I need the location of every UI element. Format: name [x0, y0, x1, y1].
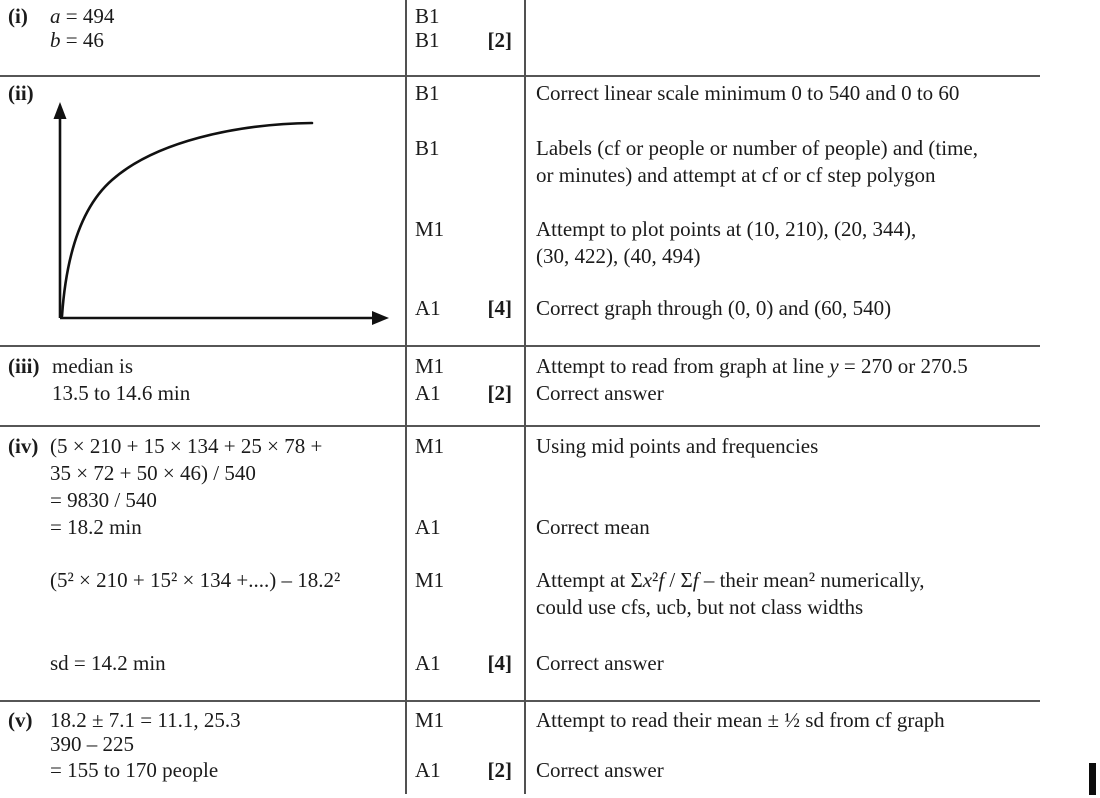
guidance-line: Attempt at Σx²f / Σf – their mean² numerically,: [536, 568, 925, 592]
guidance-line: (30, 422), (40, 494): [536, 244, 701, 268]
guidance-line: Using mid points and frequencies: [536, 434, 819, 458]
mark-code: B1: [415, 4, 440, 28]
x-axis-arrow-icon: [372, 311, 389, 325]
mark-code: A1: [415, 651, 441, 675]
guidance-line: or minutes) and attempt at cf or cf step polygon: [536, 163, 936, 187]
mark-total: [4]: [487, 651, 512, 675]
column-divider: [405, 0, 407, 794]
mark-total: [2]: [487, 28, 512, 52]
guidance-line: Correct answer: [536, 381, 664, 405]
guidance-line: Attempt to read from graph at line y = 270 or 270.5: [536, 354, 968, 378]
work-line: (5² × 210 + 15² × 134 +....) – 18.2²: [50, 568, 341, 592]
part-label: (v): [8, 708, 33, 732]
column-divider: [524, 0, 526, 794]
mark-total: [2]: [487, 758, 512, 782]
work-line: (5 × 210 + 15 × 134 + 25 × 78 +: [50, 434, 323, 458]
mark-code: A1: [415, 296, 441, 320]
work-line: 390 – 225: [50, 732, 134, 756]
mark-code: M1: [415, 354, 445, 378]
guidance-line: Correct graph through (0, 0) and (60, 540): [536, 296, 892, 320]
work-line: 35 × 72 + 50 × 46) / 540: [50, 461, 256, 485]
work-line: = 155 to 170 people: [50, 758, 219, 782]
guidance-line: Correct mean: [536, 515, 650, 539]
row-divider: [0, 75, 1040, 77]
part-label: (ii): [8, 81, 34, 105]
work-line: median is: [52, 354, 134, 378]
part-label: (iii): [8, 354, 40, 378]
work-line: b = 46: [50, 28, 104, 52]
work-line: 18.2 ± 7.1 = 11.1, 25.3: [50, 708, 241, 732]
work-line: = 18.2 min: [50, 515, 142, 539]
mark-code: M1: [415, 434, 445, 458]
cursor-mark: [1089, 763, 1096, 795]
work-line: sd = 14.2 min: [50, 651, 166, 675]
guidance-line: Correct answer: [536, 758, 664, 782]
part-label: (iv): [8, 434, 39, 458]
cf-curve-sketch: [30, 95, 400, 335]
mark-code: M1: [415, 568, 445, 592]
work-line: 13.5 to 14.6 min: [52, 381, 191, 405]
mark-code: A1: [415, 758, 441, 782]
cumulative-frequency-curve: [62, 123, 312, 316]
mark-code: A1: [415, 515, 441, 539]
guidance-line: Correct answer: [536, 651, 664, 675]
mark-code: B1: [415, 136, 440, 160]
guidance-line: Correct linear scale minimum 0 to 540 and 0 to 60: [536, 81, 960, 105]
mark-code: M1: [415, 708, 445, 732]
mark-code: M1: [415, 217, 445, 241]
guidance-line: Attempt to read their mean ± ½ sd from cf graph: [536, 708, 945, 732]
work-line: a = 494: [50, 4, 115, 28]
mark-total: [2]: [487, 381, 512, 405]
work-line: = 9830 / 540: [50, 488, 157, 512]
part-label: (i): [8, 4, 28, 28]
mark-total: [4]: [487, 296, 512, 320]
guidance-line: Attempt to plot points at (10, 210), (20, 344),: [536, 217, 917, 241]
row-divider: [0, 425, 1040, 427]
y-axis-arrow-icon: [54, 102, 67, 119]
row-divider: [0, 345, 1040, 347]
guidance-line: Labels (cf or people or number of people) and (time,: [536, 136, 978, 160]
guidance-line: could use cfs, ucb, but not class widths: [536, 595, 864, 619]
mark-code: A1: [415, 381, 441, 405]
mark-code: B1: [415, 81, 440, 105]
row-divider: [0, 700, 1040, 702]
mark-code: B1: [415, 28, 440, 52]
